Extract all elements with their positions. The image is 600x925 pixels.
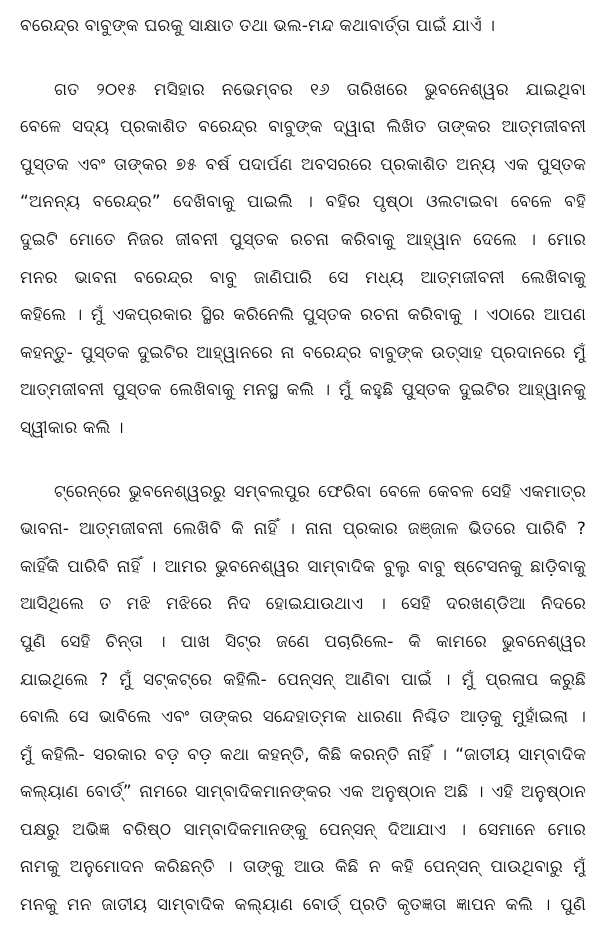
paragraph-gap xyxy=(20,46,586,72)
paragraph-line: ନାମକୁ ଅନୁମୋଦନ କରିଛନ୍ତି । ତାଙ୍କୁ ଆଉ କିଛି ନ କହି ପେନ୍‌ସନ୍ ପାଉଥିବାରୁ ମୁଁ xyxy=(20,857,586,878)
paragraph-line: “ଅନନ୍ୟ ବରେନ୍ଦ୍ର” ଦେଖିବାକୁ ପାଇଲି । ବହିର ପୃଷ୍ଠା ଓଲଟାଇବା ବେଳେ ବହି xyxy=(20,192,586,213)
paragraph-line: ମନକୁ ମନ ଜାତୀୟ ସାମ୍ବାଦିକ କଲ୍ୟାଣ ବୋର୍ଡ୍ ପ୍ରତି କୃତଜ୍ଞତା ଜ୍ଞାପନ କଲି । ପୁଣି xyxy=(20,895,586,916)
paragraph-line: ମନର ଭାବନା ବରେନ୍ଦ୍ର ବାବୁ ଜାଣିପାରି ସେ ମଧ୍ୟ ଆତ୍ମଜୀବନୀ ଲେଖିବାକୁ xyxy=(20,267,586,288)
paragraph-line: ପୁଣି ସେହି ଚିନ୍ତା । ପାଖ ସିଟ୍‌ର ଜଣେ ପଚାରିଲେ- କି କାମରେ ଭୁବନେଶ୍ୱର xyxy=(20,631,586,652)
paragraph-line: ମୁଁ କହିଲି- ସରକାର ବଡ଼ ବଡ଼ କଥା କହନ୍ତି, କିଛି କରନ୍ତି ନାହିଁ । “ଜାତୀୟ ସାମ୍ବାଦିକ xyxy=(20,744,586,765)
paragraph-line: ଭାବନା- ଆତ୍ମଜୀବନୀ ଲେଖିବି କି ନାହିଁ । ନାନା ପ୍ରକାର ଜଞ୍ଜାଳ ଭିତରେ ପାରିବି ? xyxy=(20,519,586,540)
paragraph-line: ଯାଇଥିଲେ ? ମୁଁ ସଟ୍‌କଟ୍‌ରେ କହିଲି- ପେନ୍‌ସନ୍ ଆଣିବା ପାଇଁ । ମୁଁ ପ୍ରଳାପ କରୁଛି xyxy=(20,669,586,690)
paragraph-line: କଲ୍ୟାଣ ବୋର୍ଡ୍” ନାମରେ ସାମ୍ବାଦିକମାନଙ୍କର ଏକ ଅନୁଷ୍ଠାନ ଅଛି । ଏହି ଅନୁଷ୍ଠାନ xyxy=(20,782,586,803)
paragraph-line: ଗତ ୨୦୧୫ ମସିହାର ନଭେମ୍ବର ୧୬ ତାରିଖରେ ଭୁବନେଶ୍ୱର ଯାଇଥିବା xyxy=(54,79,586,100)
paragraph-gap xyxy=(20,448,586,474)
paragraph-line: କାହିଁକି ପାରିବି ନାହିଁ । ଆମର ଭୁବନେଶ୍ୱର ସାମ୍ବାଦିକ ବୁଲୁ ବାବୁ ଷ୍ଟେସନକୁ ଛାଡ଼ିବାକୁ xyxy=(20,556,586,577)
paragraph-line: ପକ୍ଷରୁ ଅଭିଜ୍ଞ ବରିଷ୍ଠ ସାମ୍ବାଦିକମାନଙ୍କୁ ପେନ୍‌ସନ୍ ଦିଆଯାଏ । ସେମାନେ ମୋର xyxy=(20,819,586,840)
intro-line: ବରେନ୍ଦ୍ର ବାବୁଙ୍କ ଘରକୁ ସାକ୍ଷାତ ତଥା ଭଲ-ମନ୍ଦ କଥାବାର୍ତ୍ତା ପାଇଁ ଯାଏଁ । xyxy=(20,16,496,36)
paragraph-line: ପୁସ୍ତକ ଏବଂ ତାଙ୍କର ୭୫ ବର୍ଷ ପଦାର୍ପଣ ଅବସରରେ ପ୍ରକାଶିତ ଅନ୍ୟ ଏକ ପୁସ୍ତକ xyxy=(20,154,586,175)
paragraph-line: କହିଲେ । ମୁଁ ଏକପ୍ରକାର ସ୍ଥିର କରିନେଲି ପୁସ୍ତକ ରଚନା କରିବାକୁ । ଏଠାରେ ଆପଣ xyxy=(20,305,586,326)
paragraph-line: ବୋଲି ସେ ଭାବିଲେ ଏବଂ ତାଙ୍କର ସନ୍ଦେହାତ୍ମକ ଧାରଣା ନିଶ୍ଚିତ ଆଡ଼କୁ ମୁହାଁଇଲା । xyxy=(20,707,586,728)
paragraph-line: ଆତ୍ମଜୀବନୀ ପୁସ୍ତକ ଲେଖିବାକୁ ମନସ୍ଥ କଲି । ମୁଁ କହୁଛି ପୁସ୍ତକ ଦୁଇଟିର ଆହ୍ୱାନକୁ xyxy=(20,380,586,401)
paragraph-1 xyxy=(20,72,586,448)
paragraph-line: ବେଳେ ସଦ୍ୟ ପ୍ରକାଶିତ ବରେନ୍ଦ୍ର ବାବୁଙ୍କ ଦ୍ୱାରା ଲିଖିତ ତାଙ୍କର ଆତ୍ମଜୀବନୀ xyxy=(20,117,586,138)
paragraph-line: ଆସିଥିଲେ ତ ମଝି ମଝିରେ ନିଦ ହୋଇଯାଉଥାଏ । ସେହି ଦରଖଣ୍ଡିଆ ନିଦରେ xyxy=(20,594,586,615)
paragraph-line: ଟ୍ରେନ୍‌ରେ ଭୁବନେଶ୍ୱରରୁ ସମ୍ବଲପୁର ଫେରିବା ବେଳେ କେବଳ ସେହି ଏକମାତ୍ର xyxy=(54,481,586,502)
paragraph-line-last: ସ୍ୱୀକାର କଲି । xyxy=(20,417,124,438)
paragraph-2 xyxy=(20,474,586,925)
paragraph-line: କହନ୍ତୁ- ପୁସ୍ତକ ଦୁଇଟିର ଆହ୍ୱାନରେ ନା ବରେନ୍ଦ୍ର ବାବୁଙ୍କ ଉତ୍ସାହ ପ୍ରଦାନରେ ମୁଁ xyxy=(20,342,586,363)
paragraph-line: ଦୁଇଟି ମୋତେ ନିଜର ଜୀବନୀ ପୁସ୍ତକ ରଚନା କରିବାକୁ ଆହ୍ୱାନ ଦେଲେ । ମୋର xyxy=(20,229,586,250)
